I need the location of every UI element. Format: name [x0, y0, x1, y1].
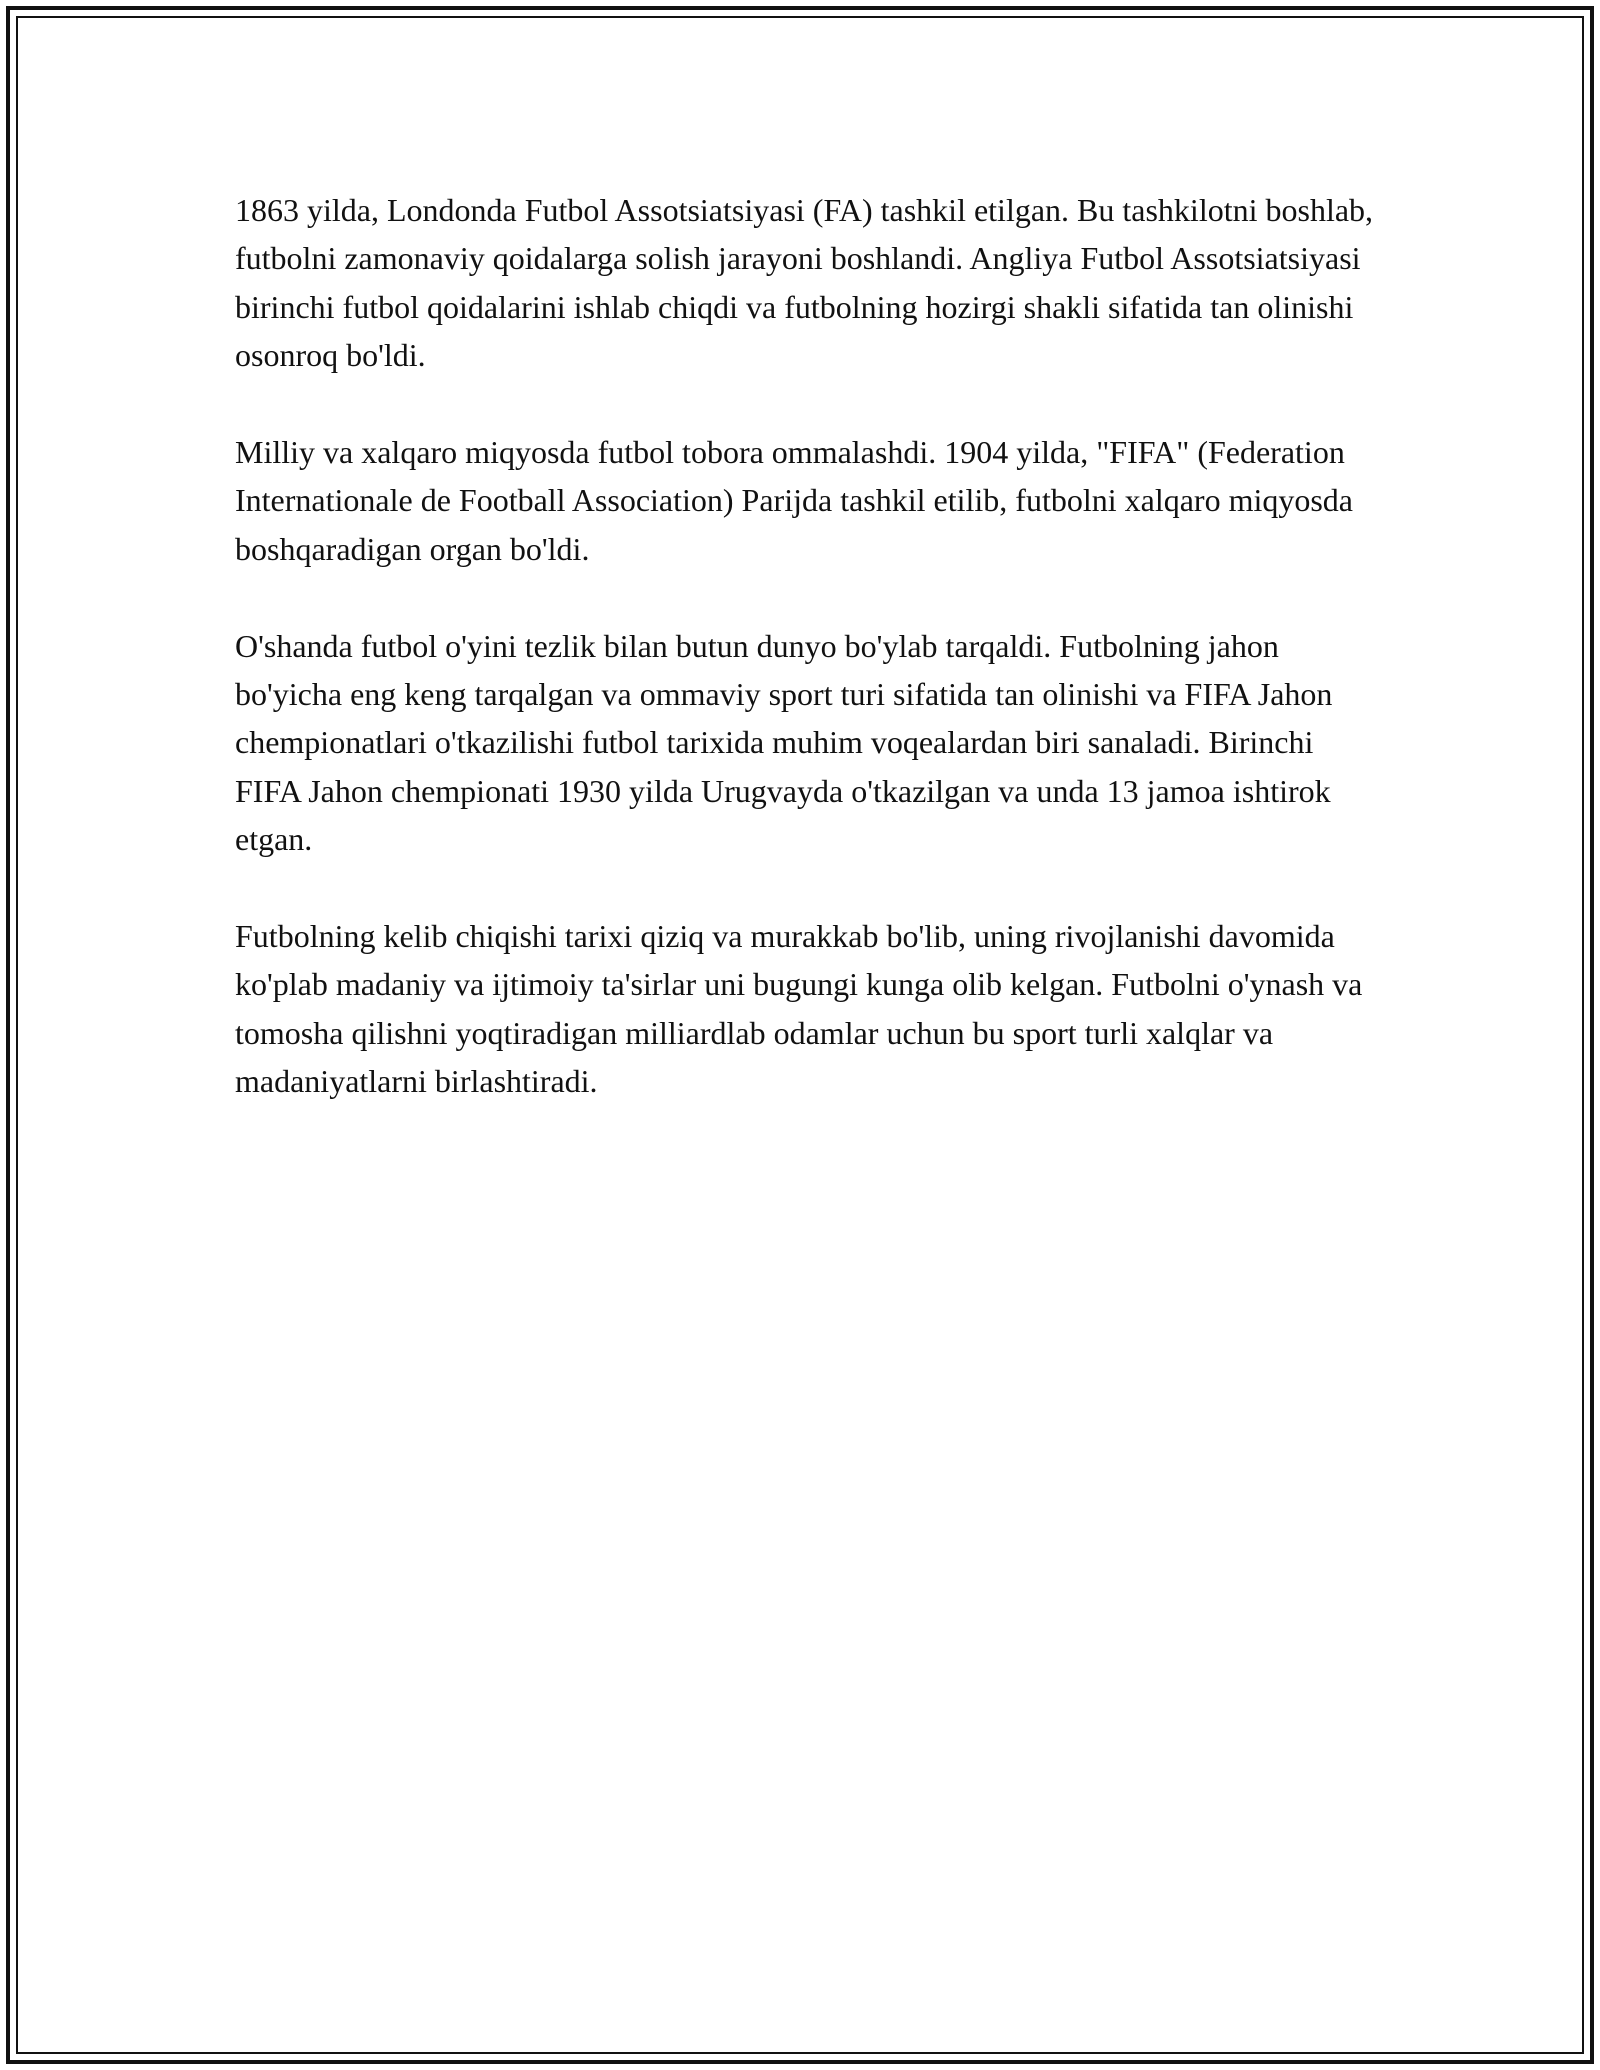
paragraph-fa-founding: 1863 yilda, Londonda Futbol Assotsiatsiyasi (FA) tashkil etilgan. Bu tashkilotni boshlab, futbolni zamonaviy qoidalarga solish jarayoni boshlandi. Angliya Futbol Assotsiatsiyasi birinchi futbol qoidalarini ishlab chiqdi va futbolning hozirgi shakli sifatida tan olinishi osonroq bo'ldi. [235, 192, 1374, 374]
paragraph-conclusion: Futbolning kelib chiqishi tarixi qiziq va murakkab bo'lib, uning rivojlanishi davomida ko'plab madaniy va ijtimoiy ta'sirlar uni bugungi kunga olib kelgan. Futbolni o'ynash va tomosha qilishni yoqtiradigan milliardlab odamlar uchun bu sport turli xalqlar va madaniyatlarni birlashtiradi. [235, 918, 1363, 1100]
paragraph-world-cup: O'shanda futbol o'yini tezlik bilan butun dunyo bo'ylab tarqaldi. Futbolning jahon bo'yicha eng keng tarqalgan va ommaviy sport turi sifatida tan olinishi va FIFA Jahon chempionatlari o'tkazilishi futbol tarixida muhim voqealardan biri sanaladi. Birinchi FIFA Jahon chempionati 1930 yilda Urugvayda o'tkazilgan va unda 13 jamoa ishtirok etgan. [235, 627, 1333, 858]
paragraph-fifa-founding: Milliy va xalqaro miqyosda futbol tobora ommalashdi. 1904 yilda, "FIFA" (Federation Internationale de Football Association) Parijda tashkil etilib, futbolni xalqaro miqyosda boshqaradigan organ bo'ldi. [235, 434, 1353, 567]
document-body [235, 186, 1375, 1154]
